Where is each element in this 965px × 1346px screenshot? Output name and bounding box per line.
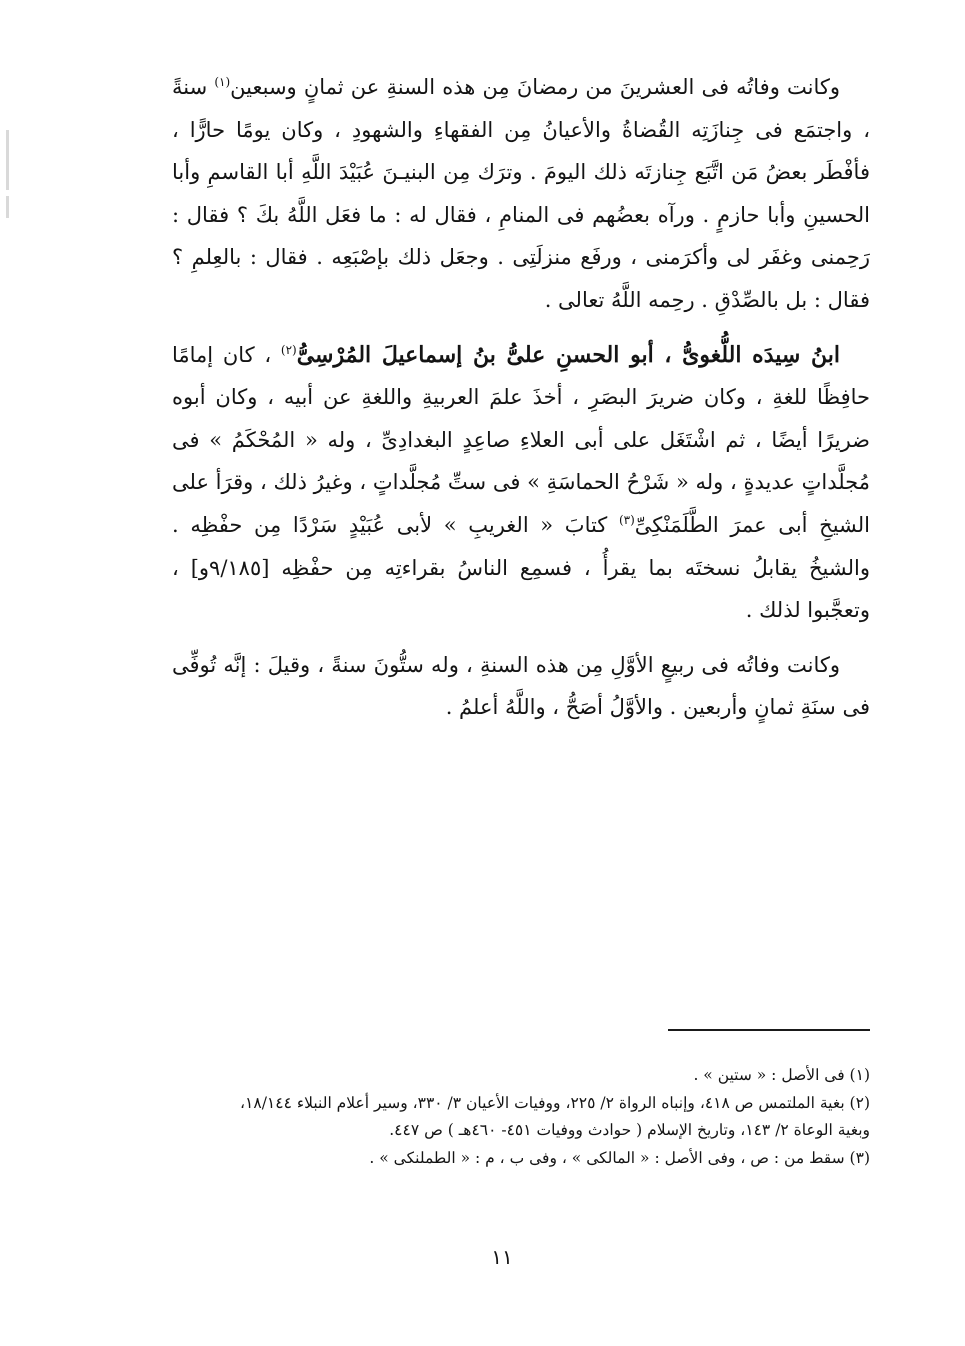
- paragraph-text: سنةً ، واجتمَع فى جِنازَتِه القُضاةُ والأعيانُ مِن الفقهاءِ والشهودِ ، وكان يومًا حارًّا ، فأفْطَر بعضُ مَن اتَّبَع جِنازتَه ذلك اليومَ . وترَك مِن البنيـنَ عُبَيْدَ اللَّهِ أبا القاسمِ وأبا الحسينِ وأبا حازمٍ . ورآه بعضُهم فى المنامِ ، فقال له : ما فعَل اللَّهُ بكَ ؟ فقال : رَحِمنى وغفَر لى وأكرَمنى ، ورفَع منزلَتِى . وجعَل ذلك بإصْبَعِه . فقال : بالعِلمِ ؟ فقال : بل بالصِّدْقِ . رحِمه اللَّهُ تعالى .: [172, 75, 870, 312]
- footnote-ref: (١): [214, 75, 231, 89]
- paragraph-death-notice: [172, 66, 870, 322]
- paragraph-text: وكانت وفاتُه فى ربيعٍ الأوَّلِ مِن هذه السنةِ ، وله ستُّونَ سنةً ، وقيلَ : إنَّه تُوفِّى فى سنَةِ ثمانٍ وأربعين . والأوَّلُ أصَحُّ ، واللَّهُ أعلمُ .: [172, 652, 870, 720]
- biography-headword: ابنُ سِيدَه اللُّغوىُّ ، أبو الحسنِ علىُّ بنُ إسماعيلَ المُرْسِىُّ: [296, 341, 841, 368]
- scan-margin-mark: [6, 196, 9, 218]
- paragraph-biography: [172, 334, 870, 632]
- scan-margin-mark: [6, 130, 9, 190]
- footnote-ref: (٢): [280, 342, 297, 357]
- footnote-1: (١) فى الأصل : « ستين » .: [693, 1066, 870, 1084]
- footnote-ref: (٣): [618, 512, 635, 527]
- page-number: ١١: [491, 1245, 513, 1269]
- paragraph-text: كتابَ « الغريبِ » لأبى عُبَيْدٍ سَرْدًا مِن حفْظِه . والشيخُ يقابلُ نسختَه بما يقرأُ ، فسمِع الناسُ بقراءتِه مِن حفْظِه [٩/١٨٥و] ، وتعجَّبوا لذلك .: [172, 512, 870, 623]
- footnote-separator: [668, 1029, 870, 1031]
- paragraph-death-date: [172, 644, 870, 729]
- footnote-2-continued: وبغية الوعاة ٢/ ١٤٣، وتاريخ الإسلام ( حوادث ووفيات ٤٥١- ٤٦٠هـ ) ص ٤٤٧.: [389, 1121, 870, 1139]
- paragraph-text: وكانت وفاتُه فى العشرينَ من رمضانَ مِن هذه السنةِ عن ثمانٍ وسبعين: [230, 75, 840, 99]
- paragraph-text: ، كان إمامًا حافِظًا للغةِ ، وكان ضريرَ البصَرِ ، أخذَ علمَ العربيةِ واللغةِ عن أبيه ، وكان أبوه ضريرًا أيضًا ، ثم اشْتَغَل على أبى العلاءِ صاعِدٍ البغدادِىِّ ، وله « المُحْكَمُ » فى مُجلَّداتٍ عديدةٍ ، وله « شَرْحُ الحماسَةِ » فى ستِّ مُجلَّداتٍ ، وغيرُ ذلك ، وقرَأ على الشيخِ أبى عمرَ الطَّلَمَنْكِىِّ: [172, 342, 870, 537]
- main-text: [172, 66, 870, 729]
- footnotes: [172, 1062, 870, 1172]
- footnote-2: (٢) بغية الملتمس ص ٤١٨، وإنباه الرواة ٢/ ٢٢٥، ووفيات الأعيان ٣/ ٣٣٠، وسير أعلام النبلاء ١٨/١٤٤،: [240, 1093, 870, 1112]
- footnote-3: (٣) سقط من : ص ، وفى الأصل : « المالكى » ، وفى ب ، م : « الطملنكى » .: [369, 1148, 870, 1167]
